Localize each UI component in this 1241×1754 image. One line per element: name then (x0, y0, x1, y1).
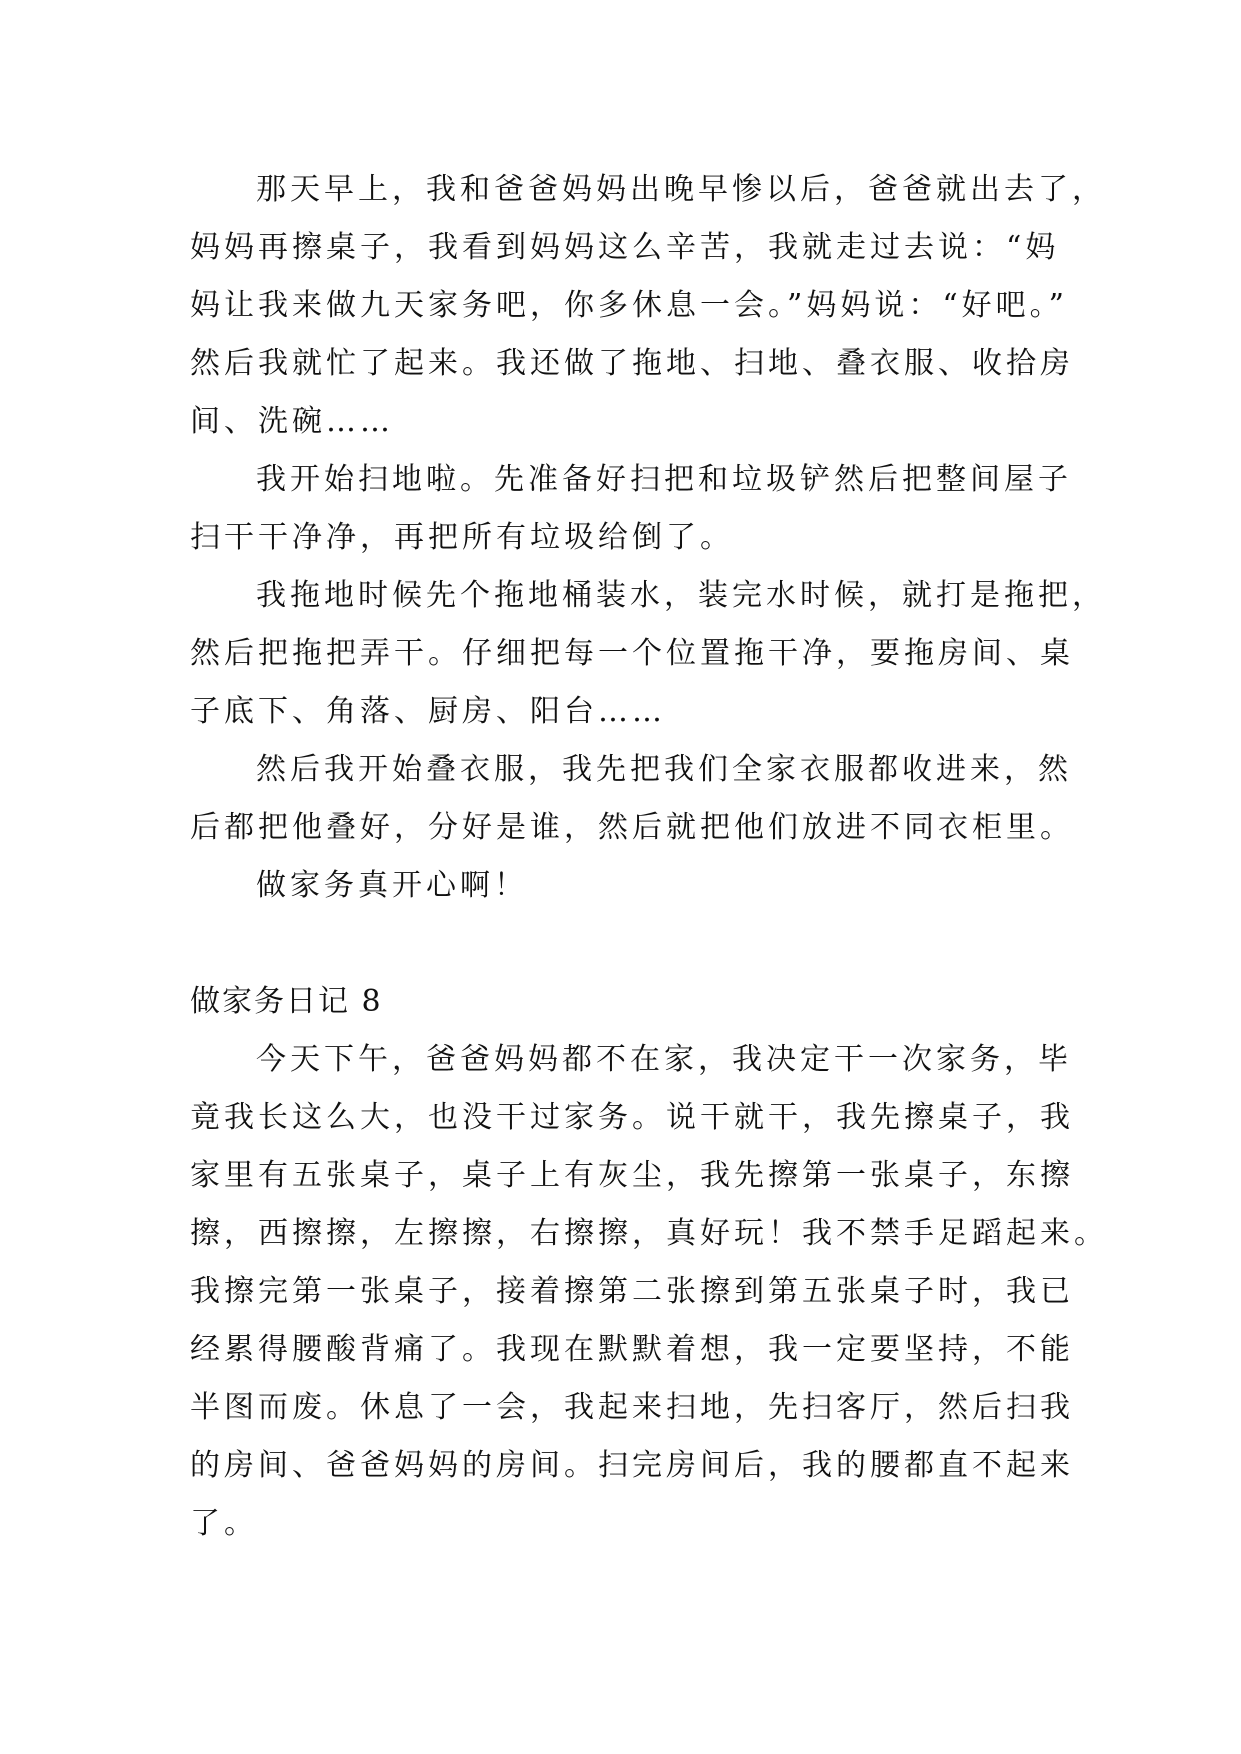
paragraph-1-line-4: 然后我就忙了起来。我还做了拖地、扫地、叠衣服、收拾房 (190, 346, 1074, 381)
paragraph-1-line-1: 那天早上，我和爸爸妈妈出晚早惨以后，爸爸就出去了， (256, 172, 1106, 207)
paragraph-2-line-1: 我开始扫地啦。先准备好扫把和垃圾铲然后把整间屋子 (256, 462, 1072, 497)
paragraph-4-line-2: 后都把他叠好，分好是谁，然后就把他们放进不同衣柜里。 (190, 810, 1074, 845)
section-heading: 做家务日记 8 (190, 984, 383, 1019)
paragraph-6-line-3: 家里有五张桌子，桌子上有灰尘，我先擦第一张桌子，东擦 (190, 1158, 1074, 1193)
paragraph-6-line-7: 半图而废。休息了一会，我起来扫地，先扫客厅，然后扫我 (190, 1390, 1074, 1425)
paragraph-3-line-2: 然后把拖把弄干。仔细把每一个位置拖干净，要拖房间、桌 (190, 636, 1074, 671)
paragraph-1-line-5: 间、洗碗…… (190, 404, 394, 439)
paragraph-1-line-3: 妈让我来做九天家务吧，你多休息一会。”妈妈说：“好吧。” (190, 288, 1069, 323)
paragraph-6-line-2: 竟我长这么大，也没干过家务。说干就干，我先擦桌子，我 (190, 1100, 1074, 1135)
paragraph-6-line-8: 的房间、爸爸妈妈的房间。扫完房间后，我的腰都直不起来 (190, 1448, 1074, 1483)
paragraph-5-line-1: 做家务真开心啊！ (256, 868, 528, 903)
paragraph-6-line-4: 擦，西擦擦，左擦擦，右擦擦，真好玩！我不禁手足蹈起来。 (190, 1216, 1108, 1251)
paragraph-6-line-1: 今天下午，爸爸妈妈都不在家，我决定干一次家务，毕 (256, 1042, 1072, 1077)
paragraph-3-line-3: 子底下、角落、厨房、阳台…… (190, 694, 666, 729)
paragraph-6-line-6: 经累得腰酸背痛了。我现在默默着想，我一定要坚持，不能 (190, 1332, 1074, 1367)
paragraph-6-line-9: 了。 (190, 1506, 258, 1541)
paragraph-3-line-1: 我拖地时候先个拖地桶装水，装完水时候，就打是拖把， (256, 578, 1106, 613)
paragraph-4-line-1: 然后我开始叠衣服，我先把我们全家衣服都收进来，然 (256, 752, 1072, 787)
paragraph-1-line-2: 妈妈再擦桌子，我看到妈妈这么辛苦，我就走过去说：“妈 (190, 230, 1060, 265)
paragraph-6-line-5: 我擦完第一张桌子，接着擦第二张擦到第五张桌子时，我已 (190, 1274, 1074, 1309)
paragraph-2-line-2: 扫干干净净，再把所有垃圾给倒了。 (190, 520, 734, 555)
